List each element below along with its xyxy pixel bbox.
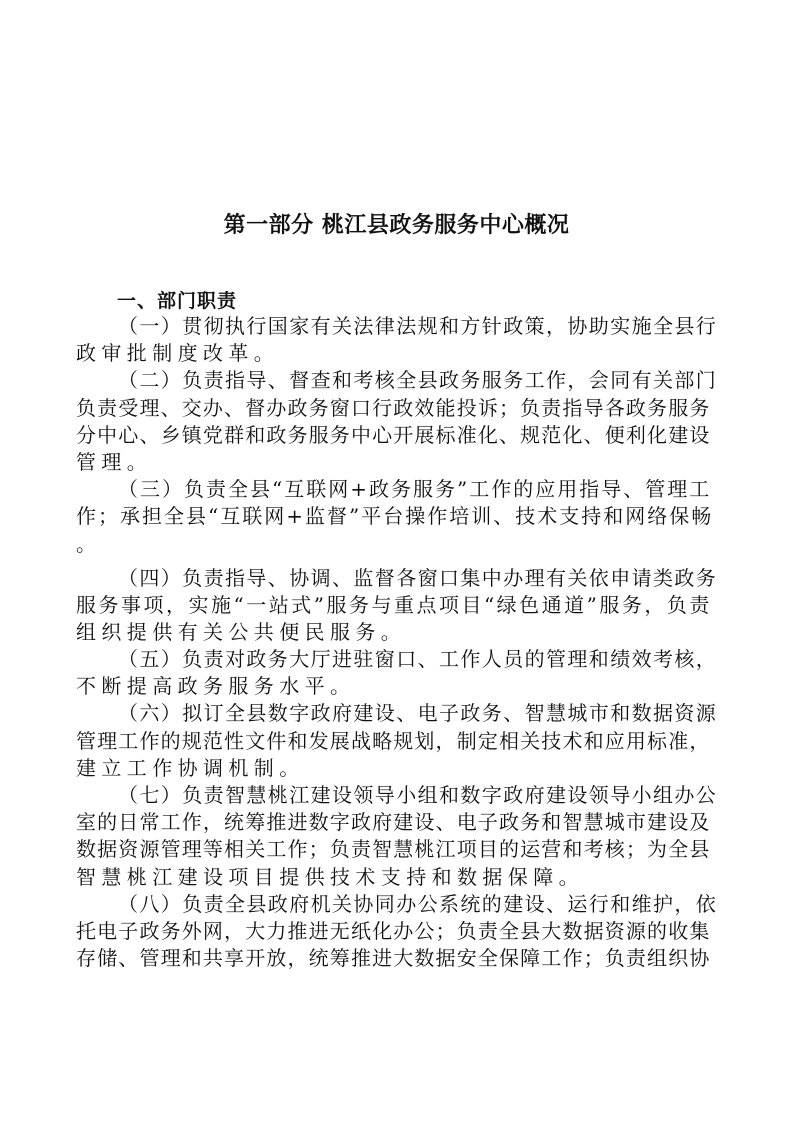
paragraph-line: （七）负责智慧桃江建设领导小组和数字政府建设领导小组办公 (118, 783, 718, 807)
paragraph-line: 托电子政务外网，大力推进无纸化办公；负责全县大数据资源的收集 (76, 918, 711, 943)
paragraph-line: 分中心、乡镇党群和政务服务中心开展标准化、规范化、便利化建设 (76, 422, 711, 447)
paragraph-line: 负责受理、交办、督办政务窗口行政效能投诉；负责指导各政务服务 (76, 395, 711, 420)
paragraph-line: （一）贯彻执行国家有关法律法规和方针政策，协助实施全县行 (118, 314, 718, 338)
paragraph (76, 646, 716, 700)
paragraph (76, 700, 716, 782)
paragraph-line: 。 (76, 531, 102, 556)
paragraph (76, 891, 716, 973)
paragraph (76, 565, 716, 647)
paragraph (76, 782, 716, 891)
paragraph-line: 不断提高政务服务水平。 (76, 674, 356, 699)
paragraph-line: 服务事项，实施“一站式”服务与重点项目“绿色通道”服务，负责 (76, 592, 712, 617)
paragraph-line: 管理工作的规范性文件和发展战略规划，制定相关技术和应用标准， (76, 728, 711, 753)
paragraph-line: 数据资源管理等相关工作；负责智慧桃江项目的运营和考核；为全县 (76, 837, 711, 862)
paragraph-line: （三）负责全县“互联网+政务服务”工作的应用指导、管理工 (118, 477, 712, 502)
paragraph-line: （五）负责对政务大厅进驻窗口、工作人员的管理和绩效考核， (118, 647, 718, 672)
paragraph-line: 智慧桃江建设项目提供技术支持和数据保障。 (76, 864, 584, 889)
paragraph-line: 管理。 (76, 449, 153, 474)
page-title: 第一部分 桃江县政务服务中心概况 (223, 213, 570, 238)
paragraph-line: 室的日常工作，统筹推进数字政府建设、电子政务和智慧城市建设及 (76, 810, 711, 835)
document-body (76, 313, 716, 972)
paragraph-line: （八）负责全县政府机关协同办公系统的建设、运行和维护，依 (118, 891, 718, 916)
paragraph-line: 建立工作协调机制。 (76, 755, 305, 780)
paragraph-line: （四）负责指导、协调、监督各窗口集中办理有关依申请类政务 (118, 565, 718, 590)
paragraph-line: 组织提供有关公共便民服务。 (76, 619, 407, 644)
paragraph-line: 作；承担全县“互联网+监督”平台操作培训、技术支持和网络保畅 (76, 504, 714, 529)
paragraph (76, 476, 716, 564)
paragraph-line: （六）拟订全县数字政府建设、电子政务、智慧城市和数据资源 (118, 701, 718, 726)
section-heading: 一、部门职责 (117, 290, 238, 312)
paragraph (76, 367, 716, 476)
paragraph-line: 政审批制度改革。 (76, 341, 280, 366)
paragraph-line: 存储、管理和共享开放，统筹推进大数据安全保障工作；负责组织协 (76, 946, 711, 971)
paragraph-line: （二）负责指导、督查和考核全县政务服务工作，会同有关部门 (118, 368, 718, 393)
paragraph (76, 313, 716, 367)
